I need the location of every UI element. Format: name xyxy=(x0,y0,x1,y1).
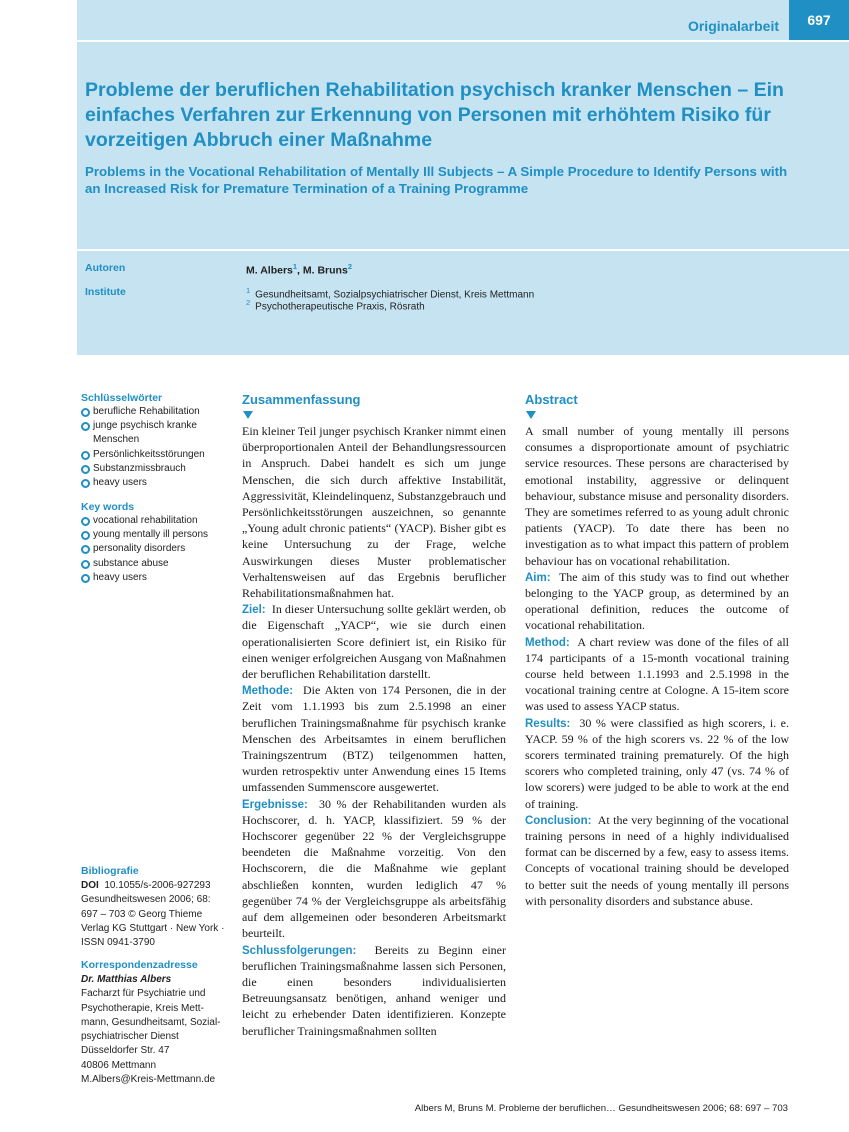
circle-bullet-icon xyxy=(81,422,90,431)
correspondence-line: Psychotherapie, Kreis Mett- xyxy=(81,1002,204,1014)
author-affiliation-sup: 1 xyxy=(292,262,298,271)
paragraph: Aim: The aim of this study was to find out whether belonging to the YACP group, as determined by an operational definition, reduces the outcome of vocational rehabilitation. xyxy=(525,569,790,633)
circle-bullet-icon xyxy=(81,451,90,460)
bibliography-block xyxy=(81,879,231,950)
zusammenfassung-body xyxy=(242,423,506,1039)
page-number: 697 xyxy=(789,0,849,40)
institutes-label: Institute xyxy=(85,286,126,298)
correspondence-heading: Korrespondenzadresse xyxy=(81,959,198,971)
section-marker-icon xyxy=(526,411,536,419)
author-name: M. Albers xyxy=(246,264,293,277)
correspondence-line: 40806 Mettmann xyxy=(81,1059,157,1071)
circle-bullet-icon xyxy=(81,408,90,417)
paragraph: Method: A chart review was done of the files of all 174 participants of a 15-month vocational training course held between 1.1.1993 and 2.5.1998 in the vocational training centre at Cologne. A 15-item score was used to assess YACP status. xyxy=(525,634,789,714)
conclusion-label: Conclusion: xyxy=(525,814,592,827)
doi-label: DOI xyxy=(81,880,99,891)
correspondence-email: M.Albers@Kreis-Mettmann.de xyxy=(81,1074,216,1086)
author-affiliation-sup: 2 xyxy=(347,262,352,271)
circle-bullet-icon xyxy=(81,574,90,583)
keywords-english-heading: Key words xyxy=(81,501,135,513)
circle-bullet-icon xyxy=(81,517,90,526)
circle-bullet-icon xyxy=(81,545,90,554)
bibliography-line: Verlag KG Stuttgart · New York · xyxy=(81,922,225,934)
article-title-english: Problems in the Vocational Rehabilitation of Mentally Ill Subjects – A Simple Procedure to Identify Persons with an Increased Risk for Premature Termination of a Training Programme xyxy=(85,164,788,196)
keyword-item: Persönlichkeitsstörungen xyxy=(81,448,226,462)
paragraph: Conclusion: At the very beginning of the vocational training persons in need of a highly individualised format can be discerned by a few, easy to assess items. Concepts of vocational training should be developed to better suit the needs of young mentally ill persons with personality disorders and substance abuse. xyxy=(525,812,789,908)
paragraph: Schlussfolgerungen: Bereits zu Beginn einer beruflichen Trainingsmaßnahme lassen sich Personen, die einen besonders individualisierten Betreuungsansatz benötigen, anhand weniger und leicht zu erhebender Daten identifizieren. Konzepte beruflicher Trainingsmaßnahmen sollten xyxy=(242,942,506,1038)
paragraph: Ein kleiner Teil junger psychisch Kranker nimmt einen überproportionalen Anteil der Behandlungsressourcen in Anspruch. Dabei handelt es sich um junge Menschen, die sich durch affektive Instabilität, Aggressivität, Kleindelinquenz, Substanzgebrauch und Persönlichkeitsstörungen auszeichnen, so genannte „Young adult chronic patients“ (YACP). Bisher gibt es keine Untersuchung zu der Frage, welche Auswirkungen dieses Muster problematischer Verhaltensweisen auf das Ergebnis beruflicher Rehabilitationsmaßnahmen hat. xyxy=(242,424,506,601)
paragraph: Methode: Die Akten von 174 Personen, die in der Zeit vom 1.1.1993 bis zum 2.5.1998 an einer beruflichen Trainingsmaßnahme für psychisch kranke Menschen des Arbeitsamtes in einem beruflichen Trainingszentrum (BTZ) teilgenommen hatten, wurden retrospektiv unter Anwendung eines 15 Items umfassenden Summenscore ausgewertet. xyxy=(242,683,506,795)
institute-text: Psychotherapeutische Praxis, Rösrath xyxy=(255,301,425,313)
paragraph: Results: 30 % were classified as high scorers, i. e. YACP. 59 % of the high scorers vs. 22 % of the low scorers terminated training prematurely. Of the high scorers who completed training, only 47 (vs. 74 % of low scorers) were judged to be able to work at the end of training. xyxy=(525,715,790,811)
abstract-heading: Abstract xyxy=(525,392,578,407)
author-name: M. Bruns xyxy=(302,264,348,277)
bibliography-line: 697 – 703 © Georg Thieme xyxy=(81,908,203,920)
keyword-item: junge psychisch kranke Menschen xyxy=(81,419,226,447)
ergebnisse-label: Ergebnisse: xyxy=(242,798,308,811)
authors-label: Autoren xyxy=(85,262,126,274)
bibliography-line: ISSN 0941-3790 xyxy=(81,937,155,949)
circle-bullet-icon xyxy=(81,479,90,488)
bibliography-line: Gesundheitswesen 2006; 68: xyxy=(81,894,211,906)
methode-label: Methode: xyxy=(242,685,294,698)
keyword-item: personality disorders xyxy=(81,542,226,556)
abstract-body xyxy=(525,423,789,909)
aim-label: Aim: xyxy=(525,571,551,584)
ziel-label: Ziel: xyxy=(242,604,266,617)
circle-bullet-icon xyxy=(81,531,90,540)
keyword-item: Substanzmissbrauch xyxy=(81,462,226,476)
keyword-item: heavy users xyxy=(81,571,226,585)
method-label: Method: xyxy=(525,636,570,649)
results-label: Results: xyxy=(525,717,571,730)
header-bar xyxy=(77,0,849,40)
schlussfolgerungen-label: Schlussfolgerungen: xyxy=(242,944,357,957)
institute-item xyxy=(246,298,425,312)
paragraph: A small number of young mentally ill persons consumes a disproportionate amount of psychiatric service resources. These persons are characterised by emotional instability, aggressive or delinquent behaviour, substance misuse and personality disorders. They are sometimes referred to as young adult chronic patients (YACP). To date there has been no investigation as to what impact this pattern of problem behaviour has on vocational rehabilitation. xyxy=(525,424,789,568)
correspondence-line: Düsseldorfer Str. 47 xyxy=(81,1045,170,1057)
doi-value: 10.1055/s-2006-927293 xyxy=(104,880,211,891)
section-marker-icon xyxy=(243,411,253,419)
keyword-item: heavy users xyxy=(81,476,226,490)
institute-text: Gesundheitsamt, Sozialpsychiatrischer Dienst, Kreis Mettmann xyxy=(255,289,535,301)
authors: M. Albers$^1$, M. Bruns$^2$ xyxy=(246,262,352,277)
keywords-german-heading: Schlüsselwörter xyxy=(81,392,163,404)
bibliography-heading: Bibliografie xyxy=(81,865,139,877)
circle-bullet-icon xyxy=(81,465,90,474)
keyword-item: berufliche Rehabilitation xyxy=(81,405,226,419)
keywords-english-list xyxy=(81,514,226,585)
correspondence-block xyxy=(81,973,231,1087)
author-band xyxy=(77,251,849,355)
section-label: Originalarbeit xyxy=(687,18,779,34)
circle-bullet-icon xyxy=(81,560,90,569)
correspondence-line: psychiatrischer Dienst xyxy=(81,1031,179,1043)
keyword-item: young mentally ill persons xyxy=(81,528,226,542)
correspondence-name: Dr. Matthias Albers xyxy=(81,974,172,985)
paragraph: Ergebnisse: 30 % der Rehabilitanden wurden als Hochscorer, d. h. YACP, klassifiziert. 59 % der Hochscorer gegenüber 22 % der Vergleichsgruppe beendeten die Maßnahme vorzeitig. Von den Hochscorern, die die Maßnahme wie geplant abschließen konnten, wurden lediglich 47 % gegenüber 74 % der Vergleichsgruppe als arbeitsfähig auf dem allgemeinen oder besonderen Arbeitsmarkt beurteilt. xyxy=(242,796,507,941)
correspondence-line: Facharzt für Psychiatrie und xyxy=(81,988,206,1000)
zusammenfassung-heading: Zusammenfassung xyxy=(242,392,361,407)
keywords-german-list xyxy=(81,405,226,490)
page-footer-citation: Albers M, Bruns M. Probleme der beruflichen… Gesundheitswesen 2006; 68: 697 – 703 xyxy=(414,1103,788,1114)
keyword-item: vocational rehabilitation xyxy=(81,514,226,528)
institute-sup: 1 xyxy=(246,286,251,295)
correspondence-line: mann, Gesundheitsamt, Sozial- xyxy=(81,1016,221,1028)
keyword-item: substance abuse xyxy=(81,557,226,571)
paragraph: Ziel: In dieser Untersuchung sollte geklärt werden, ob die Eigenschaft „YACP“, wie sie durch einen operationalisierten Score definiert ist, ein Risiko für einen weniger erfolgreichen Ausgang von Maßnahmen der beruflichen Rehabilitation darstellt. xyxy=(242,602,506,682)
institute-sup: 2 xyxy=(246,298,251,307)
article-title-german: Probleme der beruflichen Rehabilitation psychisch kranker Menschen – Ein einfaches Verfahren zur Erkennung von Personen mit erhöhtem Risiko für vorzeitigen Abbruch einer Maßnahme xyxy=(85,79,784,151)
